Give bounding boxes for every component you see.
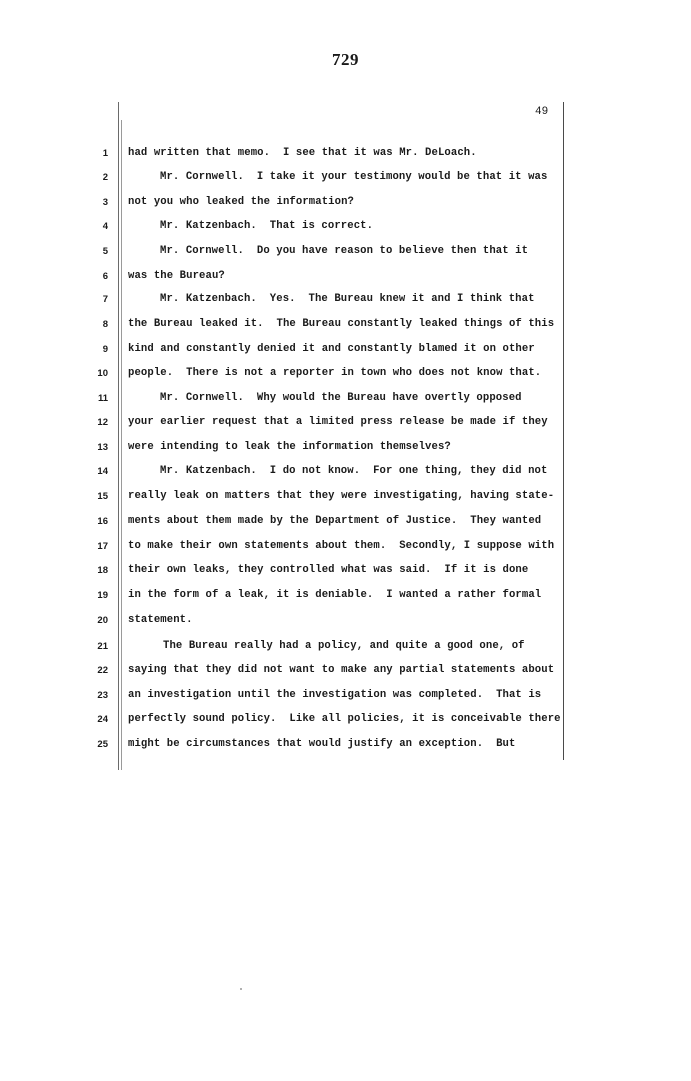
line-number: 4	[102, 221, 108, 232]
line-number: 25	[97, 739, 108, 750]
transcript-line	[0, 343, 691, 359]
transcript-line	[0, 738, 691, 754]
line-text: your earlier request that a limited press release be made if they	[128, 416, 548, 428]
line-number: 5	[102, 246, 108, 257]
transcript-line	[0, 147, 691, 163]
transcript-line	[0, 640, 691, 656]
line-text: were intending to leak the information themselves?	[128, 441, 451, 453]
line-number: 23	[97, 690, 108, 701]
line-number: 19	[97, 590, 108, 601]
line-text: The Bureau really had a policy, and quite a good one, of	[163, 640, 525, 652]
line-text: Mr. Cornwell. Why would the Bureau have overtly opposed	[160, 392, 522, 404]
line-text: Mr. Katzenbach. That is correct.	[160, 220, 374, 232]
line-number: 8	[102, 319, 108, 330]
line-text: their own leaks, they controlled what was said. If it is done	[128, 564, 529, 576]
line-number: 9	[102, 344, 108, 355]
line-text: Mr. Katzenbach. I do not know. For one thing, they did not	[160, 465, 548, 477]
line-number: 10	[97, 368, 108, 379]
line-text: an investigation until the investigation was completed. That is	[128, 689, 542, 701]
transcript-line	[0, 270, 691, 286]
transcript-line	[0, 392, 691, 408]
inner-page-number: 49	[535, 106, 549, 118]
line-text: the Bureau leaked it. The Bureau constantly leaked things of this	[128, 318, 555, 330]
line-text: Mr. Katzenbach. Yes. The Bureau knew it and I think that	[160, 293, 535, 305]
transcript-line	[0, 465, 691, 481]
line-text: really leak on matters that they were investigating, having state-	[128, 490, 555, 502]
line-number: 17	[97, 541, 108, 552]
line-number: 6	[102, 271, 108, 282]
transcript-line	[0, 689, 691, 705]
line-number: 22	[97, 665, 108, 676]
line-number: 2	[102, 172, 108, 183]
transcript-line	[0, 540, 691, 556]
line-number: 3	[102, 197, 108, 208]
line-text: to make their own statements about them. Secondly, I suppose with	[128, 540, 555, 552]
line-text: not you who leaked the information?	[128, 196, 355, 208]
line-text: ments about them made by the Department of Justice. They wanted	[128, 515, 542, 527]
line-number: 21	[97, 641, 108, 652]
transcript-line	[0, 515, 691, 531]
page-number: 729	[332, 50, 359, 69]
transcript-line	[0, 245, 691, 261]
line-text: statement.	[128, 614, 193, 626]
transcript-line	[0, 441, 691, 457]
transcript-line	[0, 589, 691, 605]
transcript-line	[0, 220, 691, 236]
line-text: perfectly sound policy. Like all policies, it is conceivable there	[128, 713, 561, 725]
transcript-line	[0, 564, 691, 580]
line-number: 1	[102, 148, 108, 159]
line-number: 11	[97, 393, 108, 404]
transcript-line	[0, 664, 691, 680]
transcript-line	[0, 416, 691, 432]
line-number: 7	[102, 294, 108, 305]
line-text: saying that they did not want to make any partial statements about	[128, 664, 555, 676]
line-number: 20	[97, 615, 108, 626]
line-number: 14	[97, 466, 108, 477]
line-text: Mr. Cornwell. I take it your testimony would be that it was	[160, 171, 548, 183]
line-text: kind and constantly denied it and constantly blamed it on other	[128, 343, 535, 355]
line-text: might be circumstances that would justify an exception. But	[128, 738, 516, 750]
line-text: Mr. Cornwell. Do you have reason to believe then that it	[160, 245, 529, 257]
scan-speck	[240, 988, 242, 990]
transcript-line	[0, 293, 691, 309]
line-number: 13	[97, 442, 108, 453]
line-text: had written that memo. I see that it was Mr. DeLoach.	[128, 147, 477, 159]
transcript-line	[0, 614, 691, 630]
transcript-line	[0, 490, 691, 506]
transcript-line	[0, 713, 691, 729]
line-number: 18	[97, 565, 108, 576]
line-text: in the form of a leak, it is deniable. I wanted a rather formal	[128, 589, 542, 601]
transcript-line	[0, 171, 691, 187]
line-text: people. There is not a reporter in town who does not know that.	[128, 367, 542, 379]
transcript-line	[0, 318, 691, 334]
line-number: 12	[97, 417, 108, 428]
line-number: 15	[97, 491, 108, 502]
transcript-line	[0, 196, 691, 212]
line-number: 24	[97, 714, 108, 725]
transcript-line	[0, 367, 691, 383]
line-number: 16	[97, 516, 108, 527]
line-text: was the Bureau?	[128, 270, 225, 282]
